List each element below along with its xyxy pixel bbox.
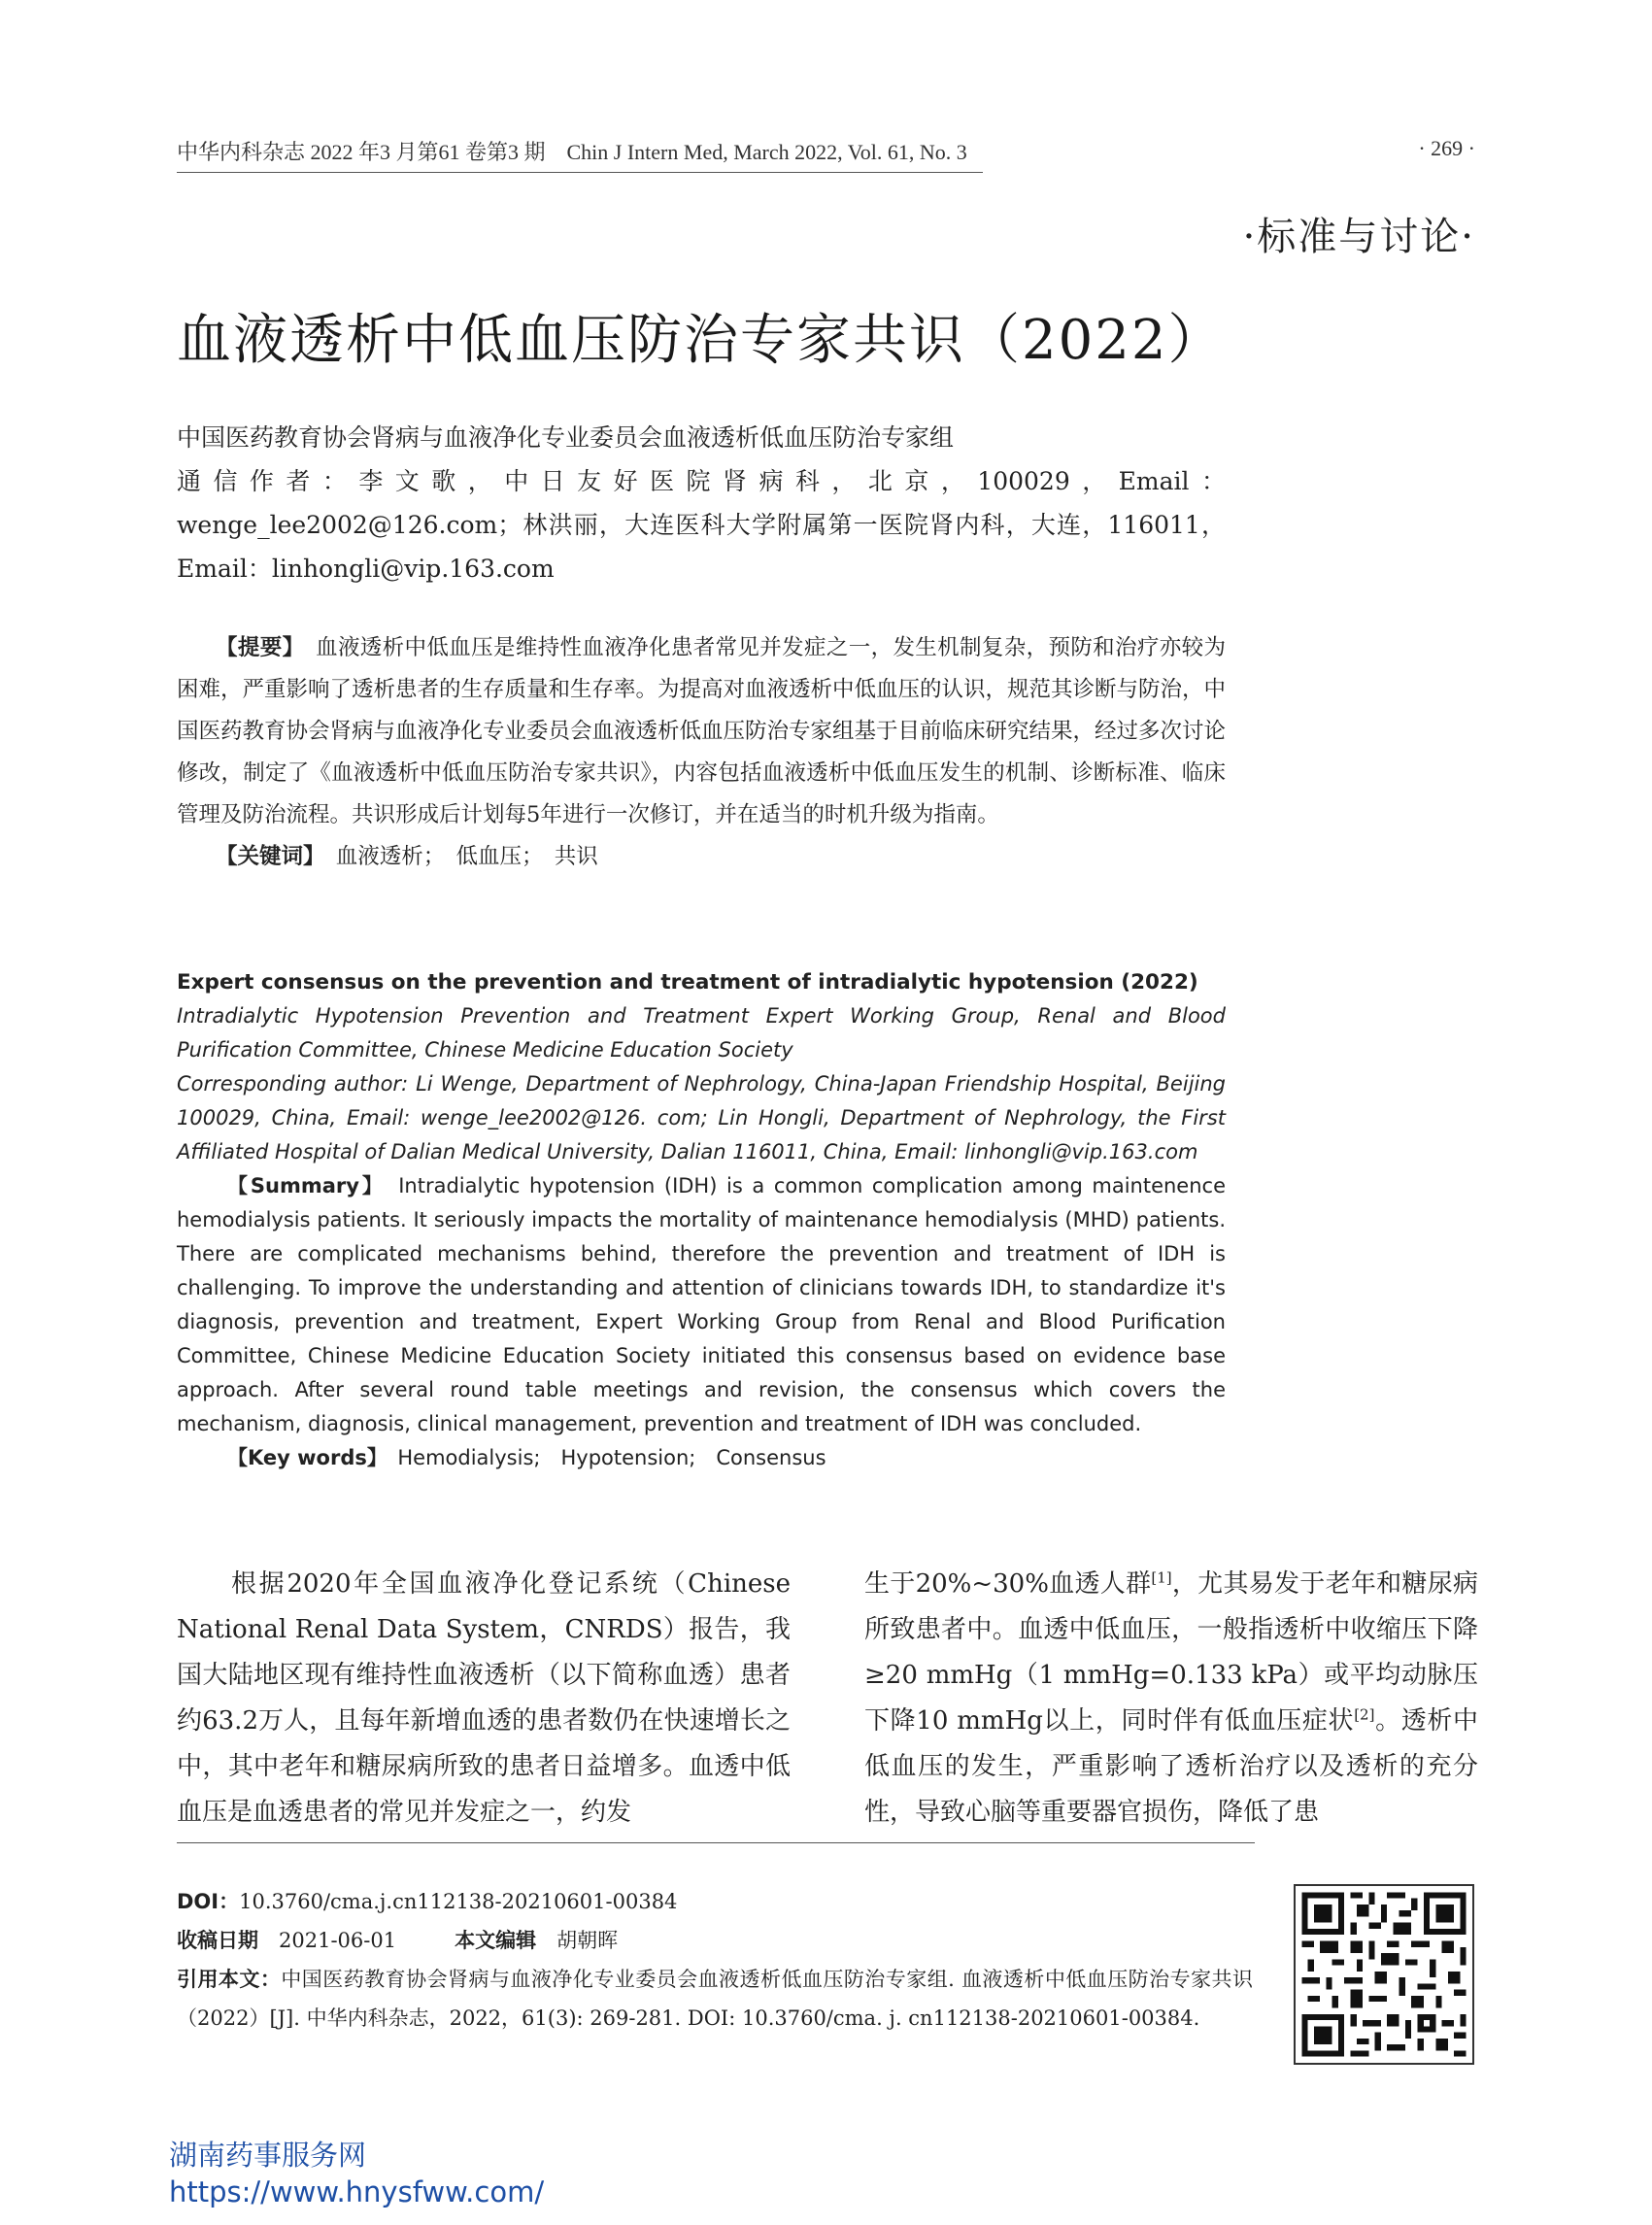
english-keywords-label: 【Key words】 xyxy=(227,1446,378,1469)
abstract-label: 【提要】 xyxy=(216,635,294,660)
english-title: Expert consensus on the prevention and treatment of intradialytic hypotension (2022) xyxy=(177,970,1198,995)
running-head: 中华内科杂志 2022 年3 月第61 卷第3 期 Chin J Intern Med, March 2022, Vol. 61, No. 3 xyxy=(177,136,983,173)
article-title: 血液透析中低血压防治专家共识（2022） xyxy=(177,309,1225,372)
reference-2[interactable]: [2] xyxy=(1354,1705,1375,1724)
keywords-label: 【关键词】 xyxy=(216,844,315,869)
qr-code-icon[interactable] xyxy=(1294,1884,1474,2065)
footnotes xyxy=(177,1882,1253,2038)
watermark-url[interactable]: https://www.hnysfww.com/ xyxy=(169,2175,545,2208)
body-paragraph: 根据2020年全国血液净化登记系统（Chinese National Renal Data System，CNRDS）报告，我国大陆地区现有维持性血液透析（以下简称血透）患者约63.2万人，且每年新增血透的患者数仍在快速增长之中，其中老年和糖尿病所致的患者日益增多。血透中低血压是血透患者的常见并发症之一，约发 xyxy=(177,1569,791,1827)
body-text-run: 生于20%~30%血透人群 xyxy=(864,1569,1152,1599)
english-correspondence: Corresponding author: Li Wenge, Department of Nephrology, China-Japan Friendship Hospital, Beijing 100029, China, Email: wenge_lee2002@126. com; Lin Hongli, Department of Nephrology, the First Affiliated Hospital of Dalian Medical University, Dalian 116011, China, Email: linhongli@vip.163.com xyxy=(177,1072,1226,1163)
received-date: 2021-06-01 xyxy=(279,1929,397,1952)
reference-1[interactable]: [1] xyxy=(1151,1568,1172,1587)
cite-label: 引用本文： xyxy=(177,1968,282,1991)
watermark xyxy=(169,2137,544,2210)
english-group: Intradialytic Hypotension Prevention and Treatment Expert Working Group, Renal and Blood Purification Committee, Chinese Medicine Education Society xyxy=(177,1004,1226,1062)
author-group: 中国医药教育协会肾病与血液净化专业委员会血液透析低血压防治专家组 xyxy=(177,423,955,452)
editor-label: 本文编辑 xyxy=(455,1929,537,1952)
body-text xyxy=(177,1562,1478,1836)
doi-label: DOI： xyxy=(177,1890,240,1913)
body-column-left xyxy=(177,1562,791,1836)
summary-label: 【Summary】 xyxy=(227,1174,376,1197)
body-text-run: ，尤其易发于老年和糖尿病所致患者中。血透中低血压，一般指透析中收缩压下降≥20 mmHg（1 mmHg=0.133 kPa）或平均动脉压下降10 mmHg以上，同时伴有低血压症状 xyxy=(864,1569,1478,1736)
editor-name: 胡朝晖 xyxy=(556,1929,619,1952)
column-label: ·标准与讨论· xyxy=(1242,215,1475,259)
received-label: 收稿日期 xyxy=(177,1929,258,1952)
summary-text: Intradialytic hypotension (IDH) is a common complication among maintenence hemodialysis patients. It seriously impacts the mortality of maintenance hemodialysis (MHD) patients. There are complicated mechanisms behind, therefore the prevention and treatment of IDH is challenging. To improve the understanding and attention of clinicians towards IDH, to standardize it's diagnosis, prevention and treatment, Expert Working Group from Renal and Blood Purification Committee, Chinese Medicine Education Society initiated this consensus based on evidence base approach. After several round table meetings and revision, the consensus which covers the mechanism, diagnosis, clinical management, prevention and treatment of IDH was concluded. xyxy=(177,1174,1227,1435)
body-paragraph-continued xyxy=(864,1562,1478,1836)
keywords-cn: 血液透析； 低血压； 共识 xyxy=(335,844,598,869)
qr-code-graphic xyxy=(1296,1886,1472,2063)
footnote-divider xyxy=(177,1842,1255,1843)
english-abstract xyxy=(177,965,1226,1475)
page-number: · 269 · xyxy=(1418,136,1475,160)
abstract-cn xyxy=(177,627,1226,878)
correspondence: 通信作者：李文歌，中日友好医院肾病科，北京，100029，Email：wenge_lee2002@126.com；林洪丽，大连医科大学附属第一医院肾内科，大连，116011，Email：linhongli@vip.163.com xyxy=(177,467,1226,583)
body-text-run: 。透析中低血压的发生，严重影响了透析治疗以及透析的充分性，导致心脑等重要器官损伤，降低了患 xyxy=(864,1706,1478,1827)
watermark-name: 湖南药事服务网 xyxy=(169,2139,367,2172)
body-column-right xyxy=(864,1562,1478,1836)
abstract-text: 血液透析中低血压是维持性血液净化患者常见并发症之一，发生机制复杂，预防和治疗亦较为困难，严重影响了透析患者的生存质量和生存率。为提高对血液透析中低血压的认识，规范其诊断与防治，中国医药教育协会肾病与血液净化专业委员会血液透析低血压防治专家组基于目前临床研究结果，经过多次讨论修改，制定了《血液透析中低血压防治专家共识》，内容包括血液透析中低血压发生的机制、诊断标准、临床管理及防治流程。共识形成后计划每5年进行一次修订，并在适当的时机升级为指南。 xyxy=(177,635,1227,827)
english-keywords: Hemodialysis; Hypotension; Consensus xyxy=(397,1446,826,1469)
author-block xyxy=(177,416,1226,590)
doi-value[interactable]: 10.3760/cma.j.cn112138-20210601-00384 xyxy=(239,1890,678,1913)
cite-text: 中国医药教育协会肾病与血液净化专业委员会血液透析低血压防治专家组. 血液透析中低血压防治专家共识（2022）[J]. 中华内科杂志，2022，61(3): 269-281. DOI: 10.3760/cma. j. cn112138-20210601-00384. xyxy=(177,1968,1253,2030)
